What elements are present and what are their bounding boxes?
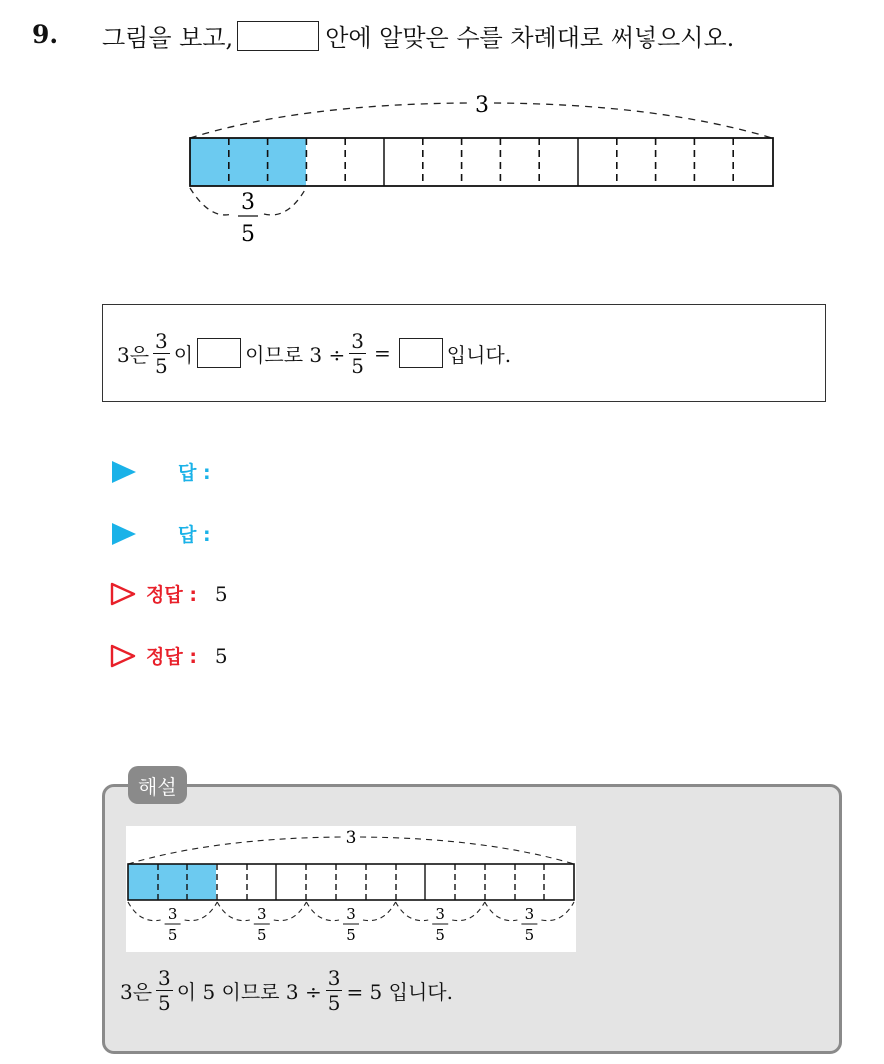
question-text-before: 그림을 보고, xyxy=(102,24,234,52)
answer-row-2[interactable] xyxy=(108,520,211,547)
piece-numerator: 3 xyxy=(241,190,255,215)
answer-blank-2[interactable] xyxy=(399,338,443,368)
fraction-numerator: 3 xyxy=(158,966,171,990)
fraction-three-fifths xyxy=(153,328,170,378)
question-text xyxy=(102,18,734,53)
group-numerator: 3 xyxy=(167,905,178,923)
group-numerator: 3 xyxy=(257,905,267,923)
explanation-tag: 해설 xyxy=(128,766,187,804)
group-denominator: 5 xyxy=(524,926,535,944)
correct-answer-row-1 xyxy=(108,580,228,607)
fraction-three-fifths-2 xyxy=(326,968,343,1013)
explanation-sentence xyxy=(120,968,453,1013)
shaded-part xyxy=(128,864,216,900)
answer-label: 답 : xyxy=(178,462,211,484)
total-brace xyxy=(360,837,574,864)
correct-answer-value: 5 xyxy=(214,581,228,606)
fraction-denominator: 5 xyxy=(158,991,171,1015)
group-numerator: 3 xyxy=(435,905,445,923)
question-number: 9. xyxy=(32,20,59,49)
total-brace xyxy=(190,93,772,138)
fraction-three-fifths xyxy=(156,968,173,1013)
outline-triangle-icon xyxy=(108,581,138,607)
fifth-group xyxy=(485,902,574,944)
question-text-after: 안에 알맞은 수를 차례대로 써넣으시오. xyxy=(325,24,735,52)
total-label: 3 xyxy=(475,93,489,118)
group-numerator: 3 xyxy=(524,905,535,923)
answer-row-1[interactable] xyxy=(108,458,211,485)
sentence-mid-1: 이 xyxy=(173,342,194,367)
fraction-three-fifths-2 xyxy=(349,328,366,378)
sentence-lead: 3은 xyxy=(117,342,150,367)
piece-brace-left xyxy=(190,188,232,215)
fill-in-sentence-box xyxy=(102,304,826,402)
correct-answer-row-2 xyxy=(108,642,228,669)
piece-brace-right xyxy=(264,188,306,215)
sentence-mid-2: 이므로 3 ÷ xyxy=(245,342,346,367)
fifth-group xyxy=(306,902,395,944)
fraction-bar-figure xyxy=(180,90,780,260)
group-numerator: 3 xyxy=(346,905,356,923)
blank-box-icon xyxy=(237,21,319,51)
play-triangle-icon xyxy=(112,523,136,545)
piece-denominator: 5 xyxy=(241,222,255,247)
sentence-tail: 입니다. xyxy=(446,342,512,367)
fifth-group xyxy=(396,902,485,944)
fraction-numerator: 3 xyxy=(327,966,341,990)
explanation-tail: = 5 입니다. xyxy=(346,980,453,1004)
outline-triangle-icon xyxy=(108,643,138,669)
fifth-group xyxy=(217,902,306,944)
explanation-mid: 이 5 이므로 3 ÷ xyxy=(176,980,322,1004)
correct-answer-value: 5 xyxy=(214,643,228,668)
fraction-denominator: 5 xyxy=(327,991,341,1015)
total-brace xyxy=(128,837,342,864)
group-denominator: 5 xyxy=(167,926,178,944)
play-triangle-icon xyxy=(112,461,136,483)
group-denominator: 5 xyxy=(435,926,445,944)
fraction-denominator: 5 xyxy=(155,353,168,378)
fifth-groups xyxy=(128,902,574,944)
group-denominator: 5 xyxy=(257,926,267,944)
fraction-numerator: 3 xyxy=(351,328,365,353)
fraction-denominator: 5 xyxy=(351,353,365,378)
group-denominator: 5 xyxy=(346,926,356,944)
fifth-group xyxy=(128,902,217,944)
total-label: 3 xyxy=(345,828,357,848)
shaded-part xyxy=(190,138,306,186)
explanation-figure xyxy=(126,826,576,952)
correct-answer-label: 정답 : xyxy=(146,584,197,606)
equals-sign: = xyxy=(374,341,391,365)
answer-blank-1[interactable] xyxy=(197,338,241,368)
fraction-numerator: 3 xyxy=(155,328,168,353)
explanation-lead: 3은 xyxy=(120,980,153,1004)
correct-answer-label: 정답 : xyxy=(146,646,197,668)
answer-label: 답 : xyxy=(178,524,211,546)
